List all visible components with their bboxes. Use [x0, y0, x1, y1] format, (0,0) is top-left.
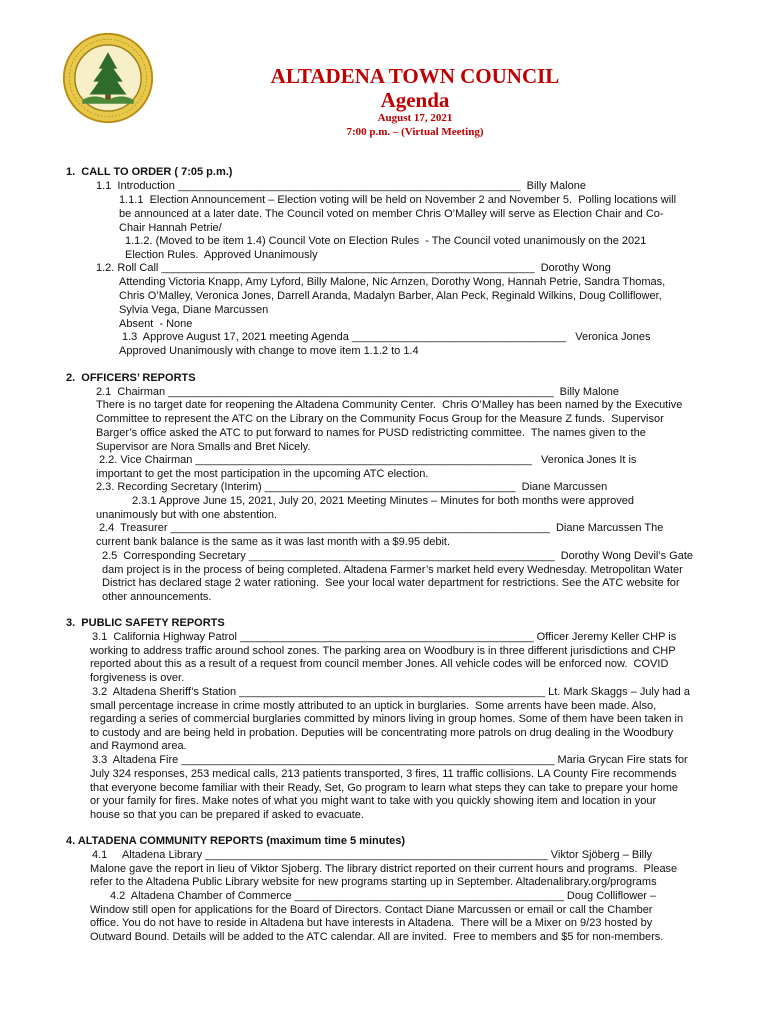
item-4-1-text-2: refer to the Altadena Public Library website for new programs starting up in September. Altadenalibrary.org/programs	[90, 876, 657, 888]
item-3-2-text-2: regarding a series of commercial burglaries committed by minors living in group homes. Some of them have been taken in	[90, 713, 684, 725]
item-3-3-text: July 324 responses, 253 medical calls, 213 patients transported, 3 fires, 11 traffic collisions. LA County Fire recommends	[90, 768, 677, 780]
item-2-5-text-3: other announcements.	[102, 591, 212, 603]
item-4-1-library: 4.1 Altadena Library ________________________________________________________ Viktor Sjöberg – Billy	[92, 849, 653, 861]
item-3-3-text-2: that everyone become familiar with their Ready, Set, Go program to learn what steps they can take to prepare your home	[90, 782, 678, 794]
item-3-1-chp: 3.1 California Highway Patrol ________________________________________________ Officer Jeremy Keller CHP is	[92, 631, 677, 643]
item-2-3-recording-secretary: 2.3. Recording Secretary (Interim) _________________________________________ Diane Marcussen	[96, 481, 608, 493]
section-4-heading: 4. ALTADENA COMMUNITY REPORTS (maximum time 5 minutes)	[66, 835, 406, 847]
item-2-1-text: There is no target date for reopening the Altadena Community Center. Chris O’Malley has been named by the Executive	[96, 399, 683, 411]
item-3-3-fire: 3.3 Altadena Fire _____________________________________________________________ Maria Grycan Fire stats for	[92, 754, 688, 766]
item-3-2-sheriff: 3.2 Altadena Sheriff’s Station __________________________________________________ Lt. Mark Skaggs – July had a	[92, 686, 690, 698]
item-1-2-roll-call: 1.2. Roll Call _____________________________________________________________ Dorothy Wong	[96, 262, 611, 274]
meeting-time: 7:00 p.m. – (Virtual Meeting)	[346, 126, 484, 138]
roll-call-text: Attending Victoria Knapp, Amy Lyford, Billy Malone, Nic Arnzen, Dorothy Wong, Hannah Petrie, Sandra Thomas,	[119, 276, 666, 288]
item-2-3-1-text-2: unanimously but with one abstention.	[96, 509, 278, 521]
item-2-5-corresponding-secretary: 2.5 Corresponding Secretary __________________________________________________ Dorothy Wong Devil’s Gate	[102, 550, 694, 562]
item-2-1-text-3: Barger’s office asked the ATC to put forward to names for PUSD redistricting committee. The names given to the	[96, 427, 646, 439]
item-3-1-text-2: reported about this as a result of a request from council member Jones. All vehicle codes will be enforced now. COVID	[90, 658, 669, 670]
item-1-1-1-text-2: be announced at a later date. The Council voted on member Chris O’Malley will serve as Election Chair and Co-	[119, 208, 664, 220]
item-1-1-1-text: 1.1.1 Election Announcement – Election voting will be held on November 2 and November 5. Polling locations will	[119, 194, 677, 206]
item-2-4-treasurer: 2.4 Treasurer ______________________________________________________________ Diane Marcussen The	[99, 522, 664, 534]
roll-call-absent: Absent - None	[119, 318, 193, 330]
item-2-1-text-2: Committee to represent the ATC on the Library on the Community Focus Group for the Measure Z funds. Supervisor	[96, 413, 664, 425]
item-1-3-approve-agenda: 1.3 Approve August 17, 2021 meeting Agenda ___________________________________ Veronica Jones	[122, 331, 651, 343]
item-4-2-text-3: Outward Bound. Details will be added to the ATC calendar. All are invited. Free to members and $5 for non-members.	[90, 931, 664, 943]
item-2-1-text-4: Supervisor are Nora Smalls and Bret Nicely.	[96, 441, 311, 453]
roll-call-text-3: Sylvia Vega, Diane Marcussen	[119, 304, 269, 316]
section-3-heading: 3. PUBLIC SAFETY REPORTS	[66, 617, 225, 629]
item-2-1-chairman: 2.1 Chairman _______________________________________________________________ Billy Malone	[96, 386, 619, 398]
roll-call-text-2: Chris O’Malley, Veronica Jones, Darrell Aranda, Madalyn Barber, Alan Peck, Reginald Wilkins, Doug Colliflower,	[119, 290, 662, 302]
item-1-1-2-text: 1.1.2. (Moved to be item 1.4) Council Vote on Election Rules - The Council voted unanimously on the 2021	[125, 235, 647, 247]
item-3-3-text-3: or your family for fires. Make notes of what you might want to take with you quickly showing item and location in your	[90, 795, 657, 807]
item-3-2-text: small percentage increase in crime mostly attributed to an uptick in burglaries. Some arrents have been made. Also,	[90, 700, 657, 712]
item-2-5-text: dam project is in the process of being completed. Altadena Farmer’s market held every Wednesday. Metropolitan Water	[102, 564, 683, 576]
item-1-1-2-text-2: Election Rules. Approved Unanimously	[125, 249, 318, 261]
item-4-2-text: Window still open for applications for the Board of Directors. Contact Diane Marcussen or email or call the Chamber	[90, 904, 653, 916]
item-3-2-text-4: and Raymond area.	[90, 740, 187, 752]
meeting-date: August 17, 2021	[377, 112, 453, 124]
item-2-4-text: current bank balance is the same as it was last month with a $9.95 debit.	[96, 536, 451, 548]
item-3-1-text-3: forgiveness is over.	[90, 672, 185, 684]
agenda-heading: Agenda	[380, 88, 450, 112]
item-4-2-text-2: office. You do not have to reside in Altadena but have interests in Altadena. There will be a Mixer on 9/23 hosted by	[90, 917, 653, 929]
section-1-heading: 1. CALL TO ORDER ( 7:05 p.m.)	[66, 166, 233, 178]
item-1-1-1-text-3: Chair Hannah Petrie/	[119, 222, 222, 234]
item-2-3-1-text: 2.3.1 Approve June 15, 2021, July 20, 2021 Meeting Minutes – Minutes for both months were approved	[132, 495, 635, 507]
item-3-3-text-4: house so that you can be prepared if asked to evacuate.	[90, 809, 364, 821]
item-2-2-text: important to get the most participation in the upcoming ATC election.	[96, 468, 429, 480]
item-1-3-result: Approved Unanimously with change to move item 1.1.2 to 1.4	[119, 345, 419, 357]
item-3-2-text-3: to custody and are being held in probation. Deputies will be concentrating more patrols on drug dealing in the Woodbury	[90, 727, 674, 739]
item-2-5-text-2: District has declared stage 2 water rationing. See your local water department for restrictions. See the ATC website for	[102, 577, 680, 589]
council-title: ALTADENA TOWN COUNCIL	[270, 64, 560, 88]
item-4-2-chamber: 4.2 Altadena Chamber of Commerce ____________________________________________ Doug Colliflower –	[110, 890, 657, 902]
item-3-1-text: working to address traffic around school zones. The parking area on Woodbury is in three different jurisdictions and CHP	[90, 645, 676, 657]
item-2-2-vice-chairman: 2.2. Vice Chairman _______________________________________________________ Veronica Jones It is	[99, 454, 637, 466]
item-1-1-introduction: 1.1 Introduction ________________________________________________________ Billy Malone	[96, 180, 586, 192]
section-2-heading: 2. OFFICERS’ REPORTS	[66, 372, 196, 384]
item-4-1-text: Malone gave the report in lieu of Viktor Sjoberg. The library district reported on their current hours and programs. Please	[90, 863, 678, 875]
